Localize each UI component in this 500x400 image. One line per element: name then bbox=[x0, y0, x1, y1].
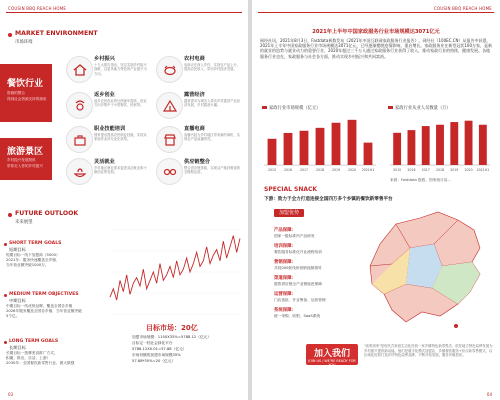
item-desc-4: 露营需求为城市人带动乡村露营产业经济发展，乡村露营火爆。 bbox=[184, 99, 241, 108]
future-title: FUTURE OUTLOOK bbox=[15, 210, 79, 217]
growth-line-chart bbox=[106, 226, 244, 318]
market-size-bar-chart bbox=[260, 112, 380, 174]
bar-2019 bbox=[450, 122, 458, 165]
short-goal-cn: 短期目标 bbox=[9, 247, 26, 252]
briefcase-icon bbox=[66, 126, 93, 153]
item-desc-3: 返乡农民创业的比例逐年提高，创业方向多集中于小型餐饮、民宿等。 bbox=[94, 99, 147, 108]
item-desc-7: 乡村地区就业需求促进灵活就业和小微创业的发展。 bbox=[94, 166, 147, 175]
target-market-line5: 57.88*35%=20（亿元） bbox=[132, 359, 176, 363]
bar-2021H1 bbox=[479, 125, 487, 165]
item-desc-5: 国家提出提高农民职业技能，实现从家庭作业向专业化转型。 bbox=[94, 133, 147, 142]
bar-2018 bbox=[316, 128, 325, 165]
tick-label-2018: 2018 bbox=[435, 168, 445, 172]
item-desc-8: 整合供应链资源，实现从产地到餐桌的全链路运营。 bbox=[184, 166, 241, 175]
chain-icon bbox=[156, 158, 183, 185]
section-bullet bbox=[8, 213, 12, 217]
item-title-4: 露营经济 bbox=[184, 92, 205, 98]
report-paragraph: 网经社讯，2021年8月3日，Fastdata极数发布《2021年中国互联网家政服务行业报告》。网经社（100EC.CN）从报告中获悉，2021年上半年中国家政服务行业市场规模达3071亿元，已经逐渐摆脱疫情影响，重启增长。家政服务业在新型冠状100万家，是新的就业的趋势与就业动力的重要行业，2020年超过三千万人通过家政服务行业获得了收入，推动家政行业的持续，健康发展。各地服务行业也在，家政服务与社会各方面，推动实现乡村振兴和共同富裕。 bbox=[260, 38, 492, 59]
tick-label-2020: 2020 bbox=[347, 168, 357, 172]
bar-2020 bbox=[465, 121, 473, 165]
short-goal-line2: 2021年：服务快速覆盖全乡镇、 bbox=[6, 258, 60, 262]
goal-bullet bbox=[4, 341, 7, 344]
tick-label-2021H1: 2021H1 bbox=[476, 168, 490, 172]
item-title-3: 返乡创业 bbox=[94, 92, 115, 98]
bar-2016 bbox=[284, 133, 293, 165]
bar-2020 bbox=[348, 120, 357, 165]
short-goal-line1: 短期目标一线下加盟商（5000） bbox=[6, 253, 60, 257]
adv-body-2: 餐饮服务标准化开业流程培训 bbox=[274, 250, 322, 254]
bar-2018 bbox=[436, 125, 444, 165]
tourism-title: 旅游景区 bbox=[7, 147, 44, 157]
future-subtitle: 未来展望 bbox=[15, 220, 33, 225]
page-number-left: 03 bbox=[8, 392, 14, 397]
target-market-line1: 加盟市场规模：1150X35%=5788.12（亿元） bbox=[132, 335, 212, 339]
medium-goal-line1: 中期目标一线优势品牌，覆盖全国各乡镇 bbox=[6, 304, 73, 308]
item-title-5: 职业技能培训 bbox=[94, 126, 126, 132]
bar-2017 bbox=[300, 131, 309, 165]
item-title-8: 供应链整合 bbox=[184, 159, 210, 165]
chart2-title: 家政行业从业人员数量（万） bbox=[395, 106, 451, 111]
join-us-button[interactable] bbox=[306, 344, 358, 365]
join-us-label: 加入我们 bbox=[313, 349, 350, 359]
adv-label-5: 运营保障： bbox=[274, 292, 296, 297]
bar-2021H1 bbox=[364, 143, 373, 165]
bar-2017 bbox=[422, 126, 430, 165]
tick-label-2016: 2016 bbox=[283, 168, 293, 172]
long-goal-line3: 2030年：全国餐饮新零售行业，做大做强 bbox=[6, 361, 75, 365]
chef-icon bbox=[66, 92, 93, 119]
long-goal-line2: 积累，推出，乐活，上游） bbox=[6, 356, 51, 360]
adv-label-4: 渠道保障： bbox=[274, 276, 296, 281]
snack-icon bbox=[66, 158, 93, 185]
medium-goal-cn: 中期目标 bbox=[9, 298, 26, 303]
adv-body-5: 门店选址、开业筹备、运营管理 bbox=[274, 298, 326, 302]
item-desc-2: 电商正在深入乡村，实现农产品上行，提高农民收入，带动乡村经济发展。 bbox=[184, 63, 241, 72]
adv-label-6: 系统保障： bbox=[274, 308, 296, 313]
adv-body-4: 数智供应链全产业链规范保障 bbox=[274, 282, 322, 286]
legend-swatch bbox=[262, 106, 267, 109]
chart2-legend bbox=[388, 105, 451, 111]
cow-icon bbox=[156, 56, 183, 83]
tick-label-2015: 2015 bbox=[393, 168, 402, 172]
data-source: 来源：Fastdata 极数，国家统计局... bbox=[390, 178, 451, 182]
tourism-sub2: 带你走入你的乡村振兴 bbox=[7, 164, 43, 168]
adv-body-1: 国家一级标准肉产品研发 bbox=[274, 234, 315, 238]
tick-label-2019: 2019 bbox=[450, 168, 459, 172]
tourism-sub1: 乡村振兴发展契机 bbox=[7, 158, 36, 162]
tick-label-2015: 2015 bbox=[267, 168, 277, 172]
header-divider bbox=[6, 12, 242, 13]
item-desc-1: 十九大报告指出，坚定实施乡村振兴战略，以更具地方特色的产业振兴为方向。 bbox=[94, 63, 147, 76]
target-market-line3: 5788.12X0.01=57.88（亿元） bbox=[132, 347, 187, 351]
target-market-line2: 目标定一档社会绿化平台 bbox=[132, 341, 173, 345]
snack-title: SPECIAL SNACK bbox=[264, 186, 318, 193]
short-goal-title: SHORT TERM GOALS bbox=[9, 241, 62, 246]
join-us-sub: JOIN US / WE'RE READY FOR YOU bbox=[308, 359, 356, 367]
catering-sub2: 得到社会资源支持的源泉 bbox=[7, 97, 47, 101]
item-title-7: 灵活就业 bbox=[94, 159, 115, 165]
bar-2015 bbox=[268, 139, 277, 165]
right-page bbox=[252, 0, 500, 400]
left-page bbox=[0, 0, 248, 400]
legend-swatch bbox=[388, 106, 393, 109]
tick-label-2020: 2020 bbox=[464, 168, 473, 172]
tent-icon bbox=[156, 92, 183, 119]
tourism-block bbox=[0, 138, 52, 180]
adv-body-6: 统一采购、收银、SaaS系统 bbox=[274, 314, 321, 318]
chart1-legend bbox=[262, 105, 321, 111]
long-goal-line1: 长期目标一按摩美食推广方式， bbox=[6, 351, 58, 355]
catering-title: 餐饮行业 bbox=[7, 79, 44, 89]
bar-2019 bbox=[332, 123, 341, 165]
tick-label-2017: 2017 bbox=[299, 168, 309, 172]
medium-goal-line3: 5个亿。 bbox=[6, 314, 20, 318]
target-market-line4: 市场份额的加盟市场规模35% bbox=[132, 353, 181, 357]
house-icon bbox=[66, 56, 93, 83]
goal-bullet bbox=[4, 243, 7, 246]
tick-label-2017: 2017 bbox=[421, 168, 430, 172]
bar-2015 bbox=[393, 133, 401, 165]
tick-label-2016: 2016 bbox=[407, 168, 416, 172]
medium-goal-line2: 2026年服务覆盖全国各乡镇，当年营业额突破 bbox=[6, 309, 82, 313]
item-title-2: 农村电商 bbox=[184, 56, 205, 62]
workers-bar-chart bbox=[386, 112, 494, 174]
advantages-pill: 加盟优势 bbox=[274, 209, 304, 217]
adv-label-1: 产品保障： bbox=[274, 228, 296, 233]
item-title-6: 直播电商 bbox=[184, 126, 205, 132]
goal-bullet bbox=[4, 294, 7, 297]
chart1-title: 家政行业市场规模（亿元） bbox=[269, 106, 321, 111]
header-divider bbox=[258, 12, 494, 13]
shop-icon bbox=[156, 126, 183, 153]
brand-quote: "表哥到家"是现代式家庭生活化经营一家乡镇特色新零售店，依托地方特色烧烤发展为乡村振兴提供新动能。他们是数字化模式加盟店，乡镇餐饮服务+综合新零售模式，以区域化优势打造乡村特色烧烤品牌，不断开拓发展，服务乡镇居民。 bbox=[364, 344, 493, 358]
section-bullet bbox=[8, 33, 12, 37]
adv-label-2: 培训保障： bbox=[274, 244, 296, 249]
adv-body-3: 共同000套线体营销视频指导 bbox=[274, 266, 322, 270]
header-right: COUSIN BBQ REACH HOME bbox=[433, 6, 492, 11]
market-env-subtitle: 市场环境 bbox=[15, 40, 33, 45]
long-goal-cn: 长期目标 bbox=[9, 345, 26, 350]
page-number-right: 04 bbox=[486, 392, 492, 397]
bar-2016 bbox=[408, 130, 416, 165]
item-desc-6: 直播兴起为乡村地区带来新的商机，实现农产品直播带货。 bbox=[184, 133, 241, 142]
target-market-title: 目标市场：20亿 bbox=[146, 324, 198, 332]
item-title-1: 乡村振兴 bbox=[94, 56, 115, 62]
long-goal-title: LONG TERM GOALS bbox=[9, 339, 59, 344]
adv-label-3: 营销保障： bbox=[274, 260, 296, 265]
market-env-title: MARKET ENVIRONMENT bbox=[15, 30, 98, 37]
tick-label-2019: 2019 bbox=[331, 168, 341, 172]
china-map-image bbox=[362, 204, 494, 336]
growth-series-line bbox=[110, 236, 240, 300]
medium-goal-title: MEDIUM TERM OBJECTIVES bbox=[9, 292, 79, 297]
tick-label-2021H1: 2021H1 bbox=[361, 168, 375, 172]
snack-subtitle: 下游：致力于全力打造连接全国四万多个乡镇的餐饮新零售平台 bbox=[264, 197, 393, 202]
header-left: COUSIN BBQ REACH HOME bbox=[8, 6, 67, 11]
catering-sub1: 资源的整合 bbox=[7, 91, 25, 95]
tick-label-2018: 2018 bbox=[315, 168, 325, 172]
short-goal-line3: 当年营业额突破1000万。 bbox=[6, 263, 49, 267]
catering-block bbox=[0, 64, 52, 122]
report-title: 2021年上半年中国家政服务行业市场规模达3071亿元 bbox=[312, 29, 440, 35]
